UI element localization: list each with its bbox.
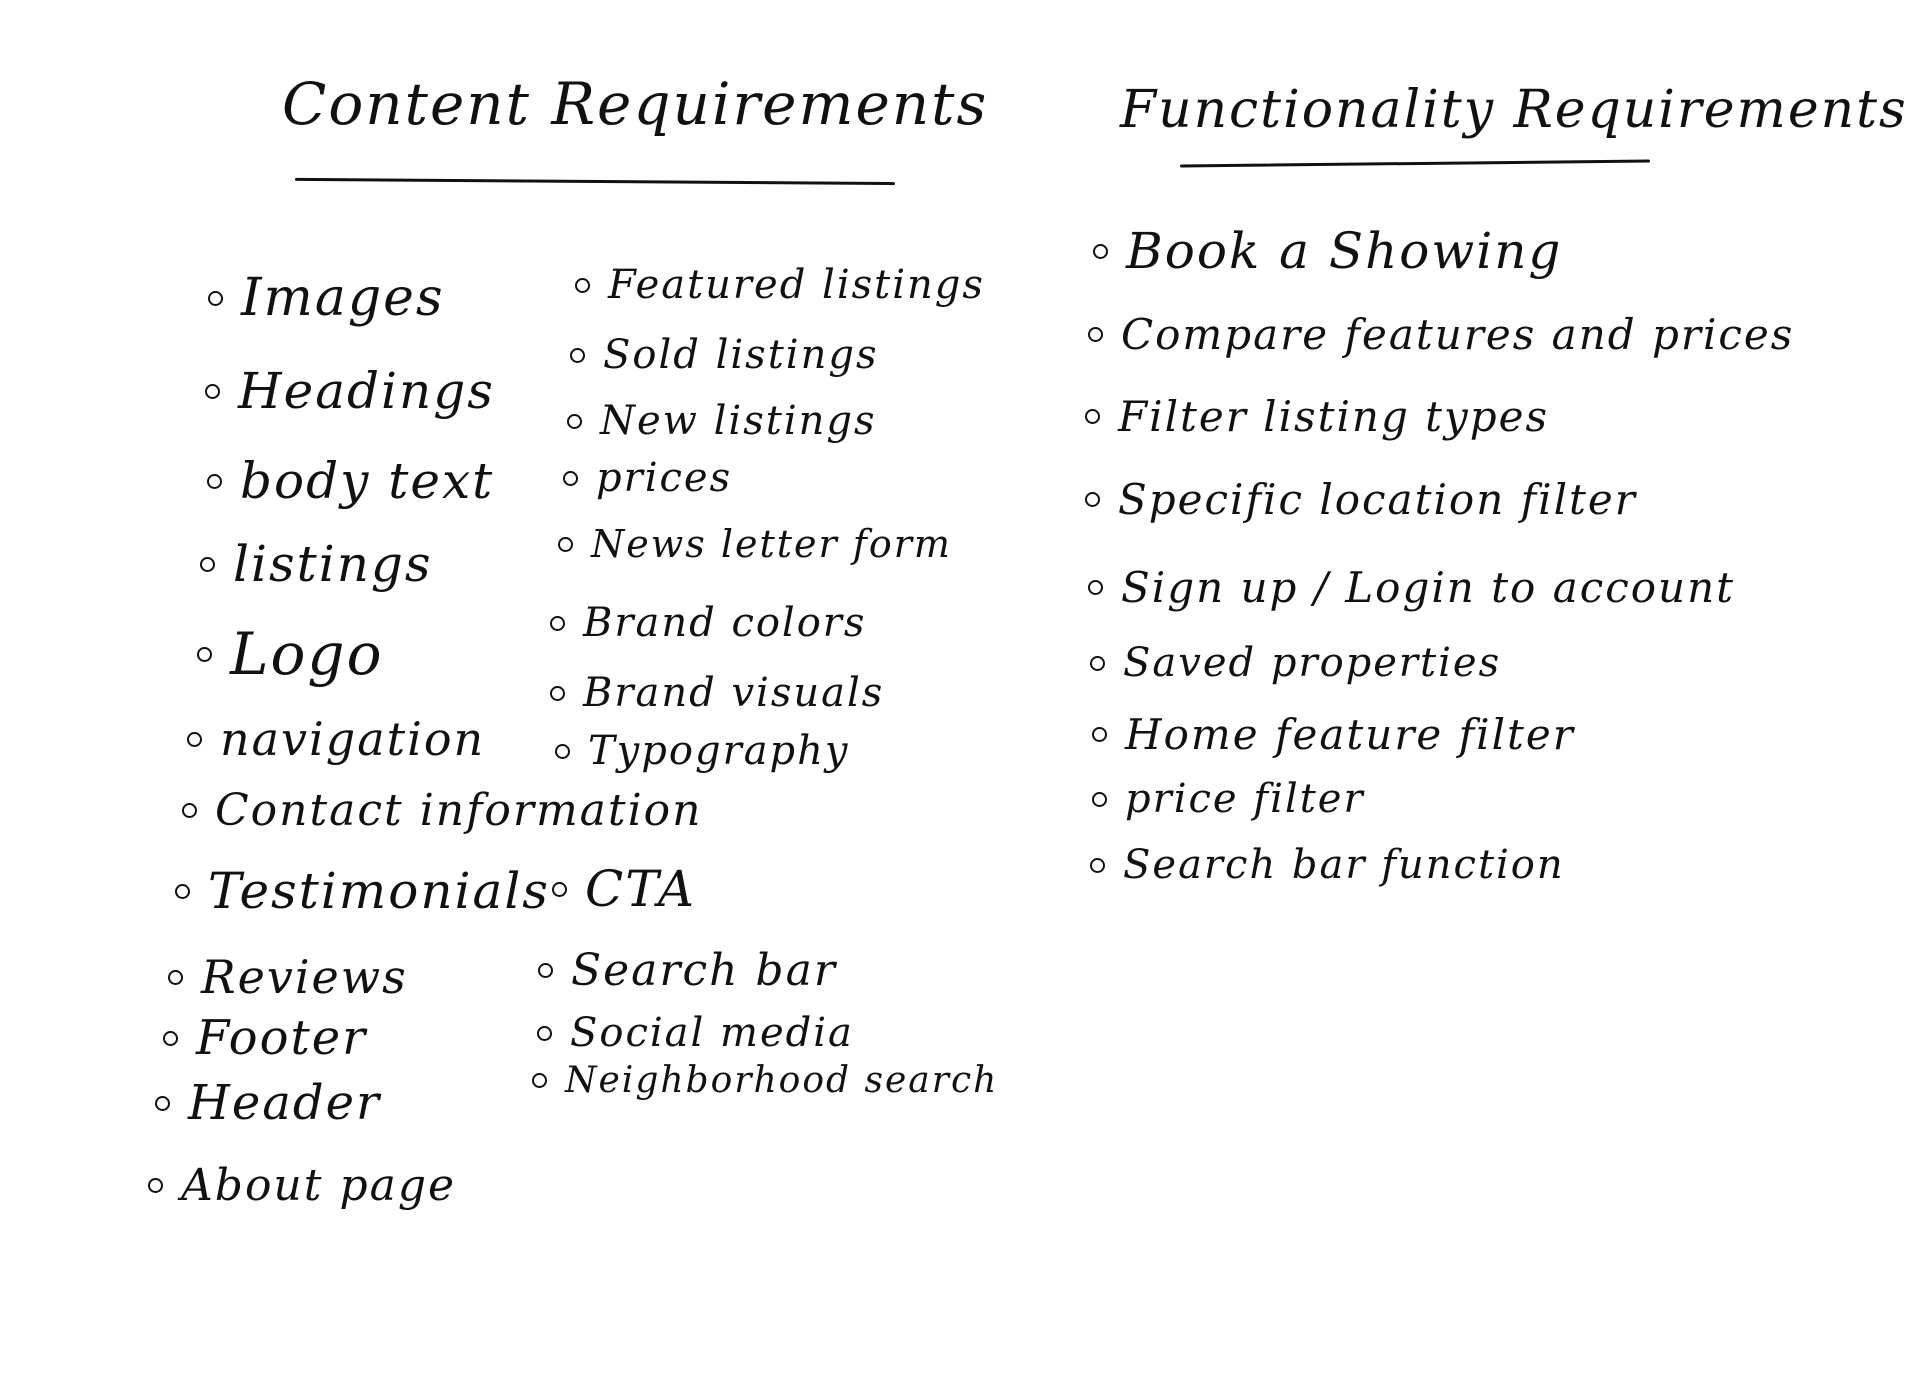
bullet-icon (208, 291, 223, 306)
content-item: Testimonials (175, 862, 550, 920)
bullet-icon (532, 1073, 547, 1088)
bullet-icon (148, 1178, 163, 1193)
content-item: prices (563, 455, 732, 501)
content-item: Sold listings (570, 332, 878, 378)
content-item: navigation (187, 712, 485, 766)
bullet-icon (567, 414, 582, 429)
content-item: News letter form (558, 522, 952, 566)
bullet-icon (570, 348, 585, 363)
functionality-item: Sign up / Login to account (1088, 563, 1735, 612)
bullet-icon (550, 686, 565, 701)
bullet-icon (163, 1031, 178, 1046)
bullet-icon (1088, 580, 1103, 595)
bullet-icon (1085, 492, 1100, 507)
content-item: Footer (163, 1010, 367, 1066)
bullet-icon (1085, 409, 1100, 424)
functionality-item: price filter (1092, 776, 1365, 822)
bullet-icon (555, 744, 570, 759)
bullet-icon (563, 471, 578, 486)
bullet-icon (168, 970, 183, 985)
content-item: Featured listings (575, 262, 985, 308)
bullet-icon (155, 1096, 170, 1111)
functionality-heading-underline (1180, 160, 1650, 168)
bullet-icon (205, 384, 220, 399)
content-item: Social media (537, 1010, 854, 1056)
functionality-requirements-heading: Functionality Requirements (1120, 80, 1908, 140)
content-item: Header (155, 1075, 381, 1131)
content-item: listings (200, 535, 433, 593)
bullet-icon (575, 278, 590, 293)
functionality-item: Specific location filter (1085, 475, 1637, 524)
bullet-icon (200, 557, 215, 572)
content-item: CTA (552, 860, 696, 918)
functionality-item: Saved properties (1090, 640, 1501, 686)
bullet-icon (175, 884, 190, 899)
functionality-item: Search bar function (1090, 842, 1565, 888)
bullet-icon (182, 803, 197, 818)
content-item: body text (207, 452, 494, 510)
bullet-icon (1092, 792, 1107, 807)
content-item: Neighborhood search (532, 1060, 998, 1101)
content-item: Images (208, 268, 445, 328)
functionality-item: Filter listing types (1085, 392, 1549, 441)
content-item: About page (148, 1160, 456, 1211)
content-item: Reviews (168, 950, 408, 1004)
bullet-icon (1090, 656, 1105, 671)
functionality-item: Home feature filter (1092, 710, 1575, 759)
bullet-icon (197, 647, 212, 662)
bullet-icon (537, 1026, 552, 1041)
content-item: Contact information (182, 785, 702, 836)
bullet-icon (538, 963, 553, 978)
bullet-icon (1092, 727, 1107, 742)
bullet-icon (1093, 244, 1108, 259)
bullet-icon (207, 474, 222, 489)
content-item: Brand visuals (550, 670, 884, 716)
bullet-icon (1088, 327, 1103, 342)
functionality-item: Compare features and prices (1088, 310, 1794, 359)
content-item: Typography (555, 728, 850, 774)
bullet-icon (1090, 858, 1105, 873)
content-heading-underline (295, 178, 895, 185)
content-item: Search bar (538, 945, 837, 996)
content-item: Logo (197, 620, 383, 688)
content-item: Headings (205, 362, 495, 420)
bullet-icon (552, 882, 567, 897)
content-item: Brand colors (550, 600, 866, 646)
bullet-icon (550, 616, 565, 631)
bullet-icon (558, 537, 573, 552)
functionality-item: Book a Showing (1093, 222, 1562, 280)
content-requirements-heading: Content Requirements (282, 70, 989, 138)
bullet-icon (187, 732, 202, 747)
content-item: New listings (567, 398, 877, 444)
